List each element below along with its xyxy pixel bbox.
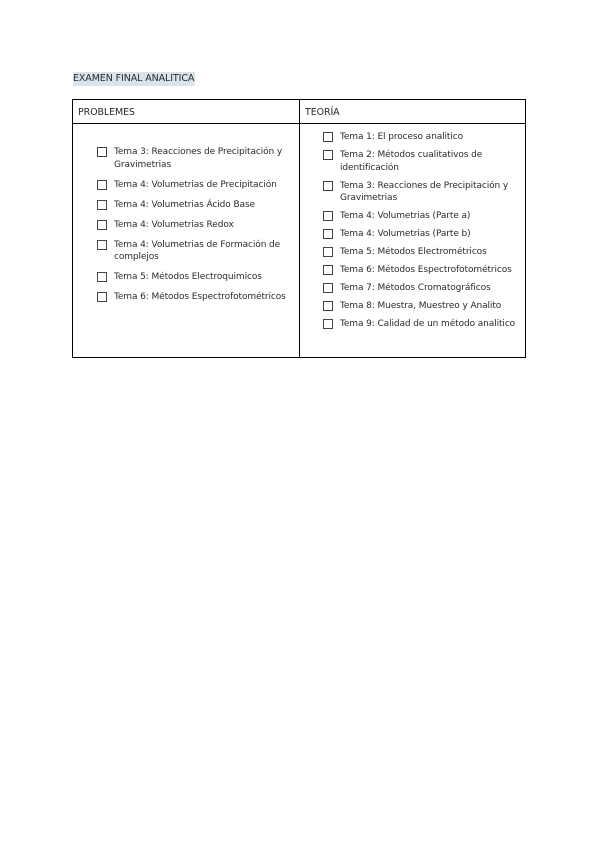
checklist-item-label: Tema 4: Volumetrias de Precipitación bbox=[114, 179, 277, 190]
checkbox[interactable] bbox=[323, 247, 333, 257]
checklist-item bbox=[323, 282, 519, 295]
checklist-item-label: Tema 4: Volumetrias Ácido Base bbox=[114, 199, 255, 210]
checkbox[interactable] bbox=[323, 301, 333, 311]
checklist-item bbox=[323, 228, 519, 241]
document-title: EXAMEN FINAL ANALITICA bbox=[73, 73, 195, 84]
checklist-item bbox=[97, 219, 293, 232]
checklist-item-label: Tema 2: Métodos cualitativos de identificación bbox=[340, 150, 483, 173]
topics-table bbox=[72, 99, 526, 358]
table-body-row bbox=[73, 124, 525, 357]
checklist-item-label: Tema 5: Métodos Electrométricos bbox=[340, 247, 487, 257]
checkbox[interactable] bbox=[323, 181, 333, 191]
checkbox[interactable] bbox=[97, 180, 107, 190]
teoria-checklist bbox=[300, 124, 525, 331]
checkbox[interactable] bbox=[97, 200, 107, 210]
checkbox[interactable] bbox=[323, 265, 333, 275]
checklist-item-label: Tema 6: Métodos Espectrofotométricos bbox=[340, 265, 512, 275]
checklist-item bbox=[323, 318, 519, 331]
checklist-item-label: Tema 3: Reacciones de Precipitación y Gravimetrias bbox=[340, 180, 509, 203]
checklist-item-label: Tema 4: Volumetrias (Parte b) bbox=[340, 229, 471, 239]
checklist-item bbox=[323, 264, 519, 277]
checklist-item bbox=[97, 179, 293, 192]
checkbox[interactable] bbox=[97, 220, 107, 230]
checklist-item bbox=[97, 239, 293, 264]
checkbox[interactable] bbox=[323, 283, 333, 293]
checklist-item-label: Tema 1: El proceso analitico bbox=[340, 132, 463, 142]
teoria-header: TEORÍA bbox=[305, 107, 340, 118]
checklist-item bbox=[97, 291, 293, 304]
checklist-item bbox=[323, 210, 519, 223]
checkbox[interactable] bbox=[97, 147, 107, 157]
checklist-item-label: Tema 5: Métodos Electroquimicos bbox=[114, 272, 262, 282]
checklist-item-label: Tema 9: Calidad de un método analitico bbox=[340, 319, 516, 329]
checklist-item bbox=[97, 271, 293, 284]
checkbox[interactable] bbox=[323, 211, 333, 221]
problemes-cell bbox=[73, 124, 300, 357]
teoria-cell bbox=[300, 124, 525, 357]
problemes-checklist bbox=[73, 124, 299, 304]
problemes-header: PROBLEMES bbox=[73, 100, 300, 123]
checklist-item bbox=[97, 199, 293, 212]
checklist-item bbox=[97, 146, 293, 171]
checkbox[interactable] bbox=[97, 292, 107, 302]
checklist-item-label: Tema 4: Volumetrias (Parte a) bbox=[340, 211, 471, 221]
table-header-row bbox=[73, 100, 525, 124]
checkbox[interactable] bbox=[323, 150, 333, 160]
checklist-item-label: Tema 3: Reacciones de Precipitación y Gravimetrias bbox=[114, 147, 283, 170]
checklist-item-label: Tema 4: Volumetrias Redox bbox=[114, 219, 234, 230]
checkbox[interactable] bbox=[97, 240, 107, 250]
checklist-item bbox=[323, 131, 519, 144]
checkbox[interactable] bbox=[323, 229, 333, 239]
checklist-item bbox=[323, 180, 519, 205]
checklist-item-label: Tema 6: Métodos Espectrofotométricos bbox=[114, 292, 286, 302]
checklist-item bbox=[323, 246, 519, 259]
checklist-item bbox=[323, 300, 519, 313]
checklist-item-label: Tema 7: Métodos Cromatográficos bbox=[340, 283, 491, 293]
checkbox[interactable] bbox=[323, 132, 333, 142]
checklist-item-label: Tema 8: Muestra, Muestreo y Analito bbox=[340, 301, 502, 311]
checklist-item-label: Tema 4: Volumetrias de Formación de complejos bbox=[114, 239, 281, 262]
checklist-item bbox=[323, 149, 519, 174]
checkbox[interactable] bbox=[97, 272, 107, 282]
checkbox[interactable] bbox=[323, 319, 333, 329]
